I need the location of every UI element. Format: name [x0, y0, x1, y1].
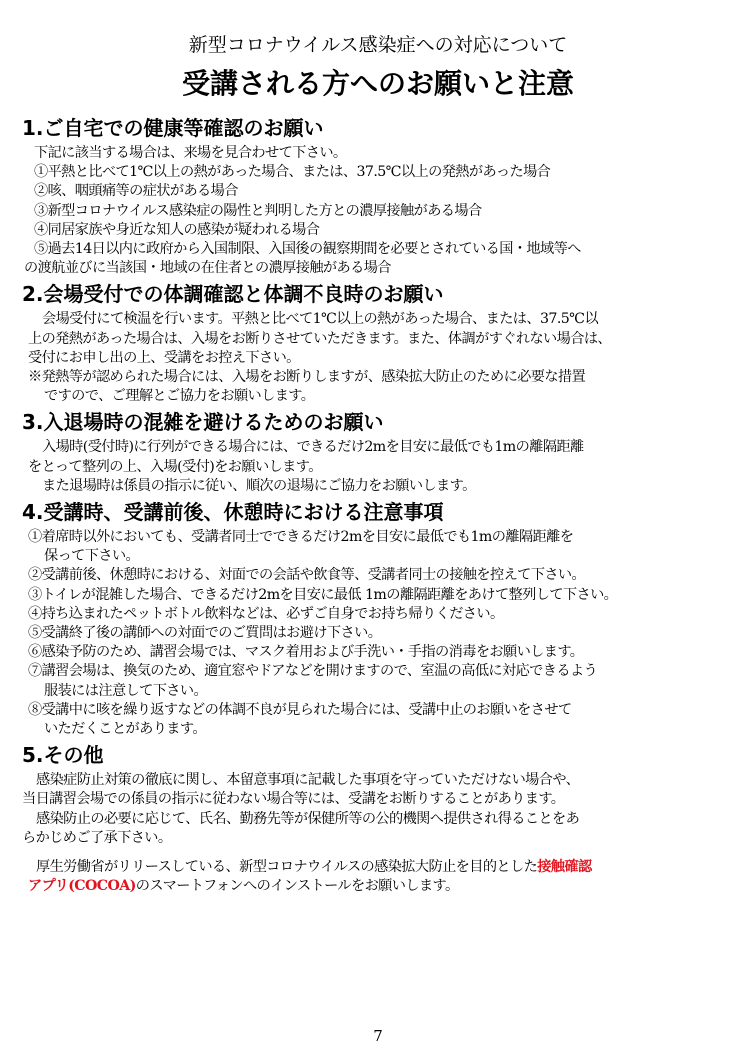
section-heading: 2.会場受付での体調確認と体調不良時のお願い: [22, 282, 444, 307]
paragraph-line: また退場時は係員の指示に従い、順次の退場にご協力をお願いします。: [42, 477, 476, 494]
section-reception-check: [22, 282, 734, 406]
document-body: [22, 116, 734, 901]
section-heading: 1.ご自宅での健康等確認のお願い: [22, 116, 324, 140]
section-heading: 4.受講時、受講前後、休憩時における注意事項: [22, 500, 444, 525]
paragraph-line: 当日講習会場での係員の指示に従わない場合等には、受講をお断りすることがあります。: [22, 791, 565, 808]
note-line: ※発熱等が認められた場合には、入場をお断りしますが、感染拡大防止のために必要な措置: [28, 369, 586, 386]
page-number: 7: [373, 1027, 383, 1045]
section-attendance-notes: [22, 500, 734, 739]
section-body: [22, 771, 734, 896]
list-item-continuation: いただくことがあります。: [44, 721, 206, 738]
section-body: [22, 528, 734, 739]
list-item: ②咳、咽頭痛等の症状がある場合: [34, 183, 238, 200]
paragraph-line: をとって整列の上、入場(受付)をお願いします。: [28, 458, 322, 475]
list-item-continuation: 服装には注意して下さい。: [44, 682, 208, 699]
paragraph-line: 感染防止の必要に応じて、氏名、勤務先等が保健所等の公的機関へ提供され得ることをあ: [36, 810, 580, 827]
list-item: ③新型コロナウイルス感染症の陽性と判明した方との濃厚接触がある場合: [34, 202, 482, 219]
section-home-health-check: [22, 116, 734, 278]
section-heading: 5.その他: [22, 743, 104, 768]
list-item: ①着席時以外においても、受講者同士でできるだけ2mを目安に最低でも1mの離隔距離を: [28, 529, 574, 546]
list-item: ⑤過去14日以内に政府から入国制限、入国後の観察期間を必要とされている国・地域等へ: [34, 241, 581, 258]
paragraph-line: 会場受付にて検温を行います。平熱と比べて1℃以上の熱があった場合、または、37.5℃以: [42, 311, 599, 328]
cocoa-text: のスマートフォンへのインストールをお願いします。: [135, 878, 459, 895]
section-other: [22, 743, 734, 896]
cocoa-app-name: アプリ(COCOA): [28, 878, 136, 895]
cocoa-highlight: 接触確認: [537, 859, 592, 876]
document-subtitle: 新型コロナウイルス感染症への対応について: [188, 34, 568, 56]
cocoa-paragraph-line: [22, 858, 734, 877]
paragraph-line: 受付にお申し出の上、受講をお控え下さい。: [28, 349, 300, 366]
list-item: ⑦講習会場は、換気のため、適宜窓やドアなどを開けますので、室温の高低に対応できるよう: [28, 663, 598, 680]
list-item-continuation: 保って下さい。: [44, 548, 140, 565]
list-item: ⑧受講中に咳を繰り返すなどの体調不良が見られた場合には、受講中止のお願いをさせて: [28, 701, 572, 718]
list-item: ④同居家族や身近な知人の感染が疑われる場合: [34, 221, 320, 238]
paragraph-line: 入場時(受付時)に行列ができる場合には、できるだけ2mを目安に最低でも1mの離隔距離: [42, 439, 584, 456]
section-body: [22, 438, 734, 496]
list-item: ③トイレが混雑した場合、できるだけ2mを目安に最低 1mの離隔距離をあけて整列して下さい。: [28, 586, 618, 603]
section-intro: 下記に該当する場合は、来場を見合わせて下さい。: [34, 145, 347, 161]
section-entry-exit: [22, 410, 734, 496]
section-heading: 3.入退場時の混雑を避けるためのお願い: [22, 410, 384, 435]
list-item-continuation: の渡航並びに当該国・地域の在住者との濃厚接触がある場合: [24, 260, 391, 277]
note-line: ですので、ご理解とご協力をお願いします。: [44, 388, 315, 405]
list-item: ⑥感染予防のため、講習会場では、マスク着用および手洗い・手指の消毒をお願いします。: [28, 644, 584, 661]
list-item: ②受講前後、休憩時における、対面での会話や飲食等、受講者同士の接触を控えて下さい。: [28, 567, 586, 584]
document-title: 受講される方へのお願いと注意: [181, 67, 574, 100]
list-item: ④持ち込まれたペットボトル飲料などは、必ずご自身でお持ち帰りください。: [28, 605, 504, 622]
section-body: [22, 310, 734, 406]
paragraph-line: 上の発熱があった場合は、入場をお断りさせていただきます。また、体調がすぐれない場合は、: [28, 330, 611, 347]
cocoa-text: 厚生労働省がリリースしている、新型コロナウイルスの感染拡大防止を目的とした: [36, 859, 538, 876]
section-body: [22, 144, 734, 278]
list-item: ⑤受講終了後の講師への対面でのご質問はお避け下さい。: [28, 625, 382, 642]
paragraph-line: 感染症防止対策の徹底に関し、本留意事項に記載した事項を守っていただけない場合や、: [36, 772, 580, 789]
cocoa-paragraph-line: [22, 877, 734, 896]
paragraph-line: らかじめご了承下さい。: [22, 829, 172, 846]
list-item: ①平熱と比べて1℃以上の熱があった場合、または、37.5℃以上の発熱があった場合: [34, 164, 551, 181]
